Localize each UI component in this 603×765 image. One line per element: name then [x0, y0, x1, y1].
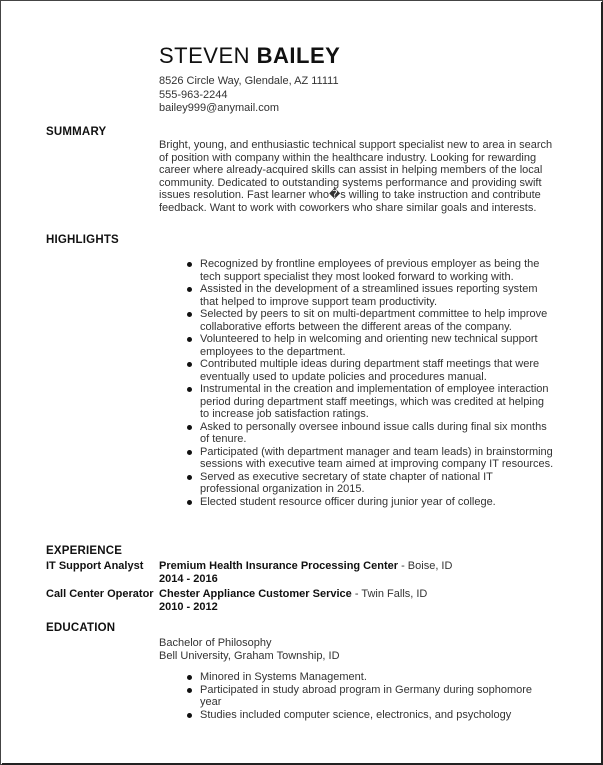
job-title: Call Center Operator [46, 588, 154, 600]
bullet-icon [187, 262, 192, 267]
bullet-icon [187, 312, 192, 317]
phone: 555-963-2244 [159, 88, 228, 101]
bullet-icon [187, 500, 192, 505]
company-name: Chester Appliance Customer Service [159, 588, 352, 600]
company-name: Premium Health Insurance Processing Center [159, 560, 399, 572]
bullet-icon [187, 688, 192, 693]
first-name: STEVEN [159, 43, 251, 68]
bullet-icon [187, 337, 192, 342]
bullet-icon [187, 387, 192, 392]
list-item: Contributed multiple ideas during department staff meetings that were eventually used to update policies and procedures manual. [186, 358, 554, 383]
list-item: Participated in study abroad program in Germany during sophomore year [186, 684, 556, 709]
company-location: - Twin Falls, ID [351, 588, 428, 600]
job-employer [159, 560, 452, 572]
bullet-icon [187, 425, 192, 430]
summary-heading: SUMMARY [46, 126, 107, 138]
list-item: Assisted in the development of a streamlined issues reporting system that helped to improve support team productivity. [186, 283, 554, 308]
degree: Bachelor of Philosophy [159, 637, 272, 649]
list-item: Recognized by frontline employees of previous employer as being the tech support specialist they most looked forward to working with. [186, 258, 554, 283]
job-dates: 2010 - 2012 [159, 601, 218, 613]
education-list [186, 671, 556, 721]
list-item: Elected student resource officer during junior year of college. [186, 496, 554, 509]
bullet-icon [187, 362, 192, 367]
list-item: Volunteered to help in welcoming and orienting new technical support employees to the department. [186, 333, 554, 358]
list-item: Asked to personally oversee inbound issue calls during final six months of tenure. [186, 421, 554, 446]
email: bailey999@anymail.com [159, 102, 280, 114]
bullet-icon [187, 675, 192, 680]
summary-text: Bright, young, and enthusiastic technical support specialist new to area in search of position with company within the healthcare industry. Looking for rewarding career where already-acquired skills can assist in helping members of the local community. Dedicated to outstanding systems performance and providing swift issues resolution. Fast learner who�s willing to take instruction and contribute feedback. Want to work with coworkers who share similar goals and interests. [159, 139, 553, 214]
bullet-icon [187, 475, 192, 480]
bullet-icon [187, 287, 192, 292]
address: 8526 Circle Way, Glendale, AZ 11111 [159, 75, 339, 87]
list-item: Selected by peers to sit on multi-department committee to help improve collaborative efforts between the different areas of the company. [186, 308, 554, 333]
job-employer [159, 588, 427, 600]
list-item: Studies included computer science, electronics, and psychology [186, 709, 556, 722]
list-item: Participated (with department manager and team leads) in brainstorming sessions with executive team aimed at improving company IT resources. [186, 446, 554, 471]
list-item: Served as executive secretary of state chapter of national IT professional organization in 2015. [186, 471, 554, 496]
job-title: IT Support Analyst [46, 560, 144, 572]
highlights-heading: HIGHLIGHTS [46, 234, 119, 246]
experience-heading: EXPERIENCE [46, 545, 123, 557]
job-dates: 2014 - 2016 [159, 573, 218, 585]
last-name: BAILEY [256, 43, 341, 68]
list-item: Minored in Systems Management. [186, 671, 556, 684]
school: Bell University, Graham Township, ID [159, 650, 340, 662]
education-heading: EDUCATION [46, 622, 116, 634]
candidate-name [159, 43, 340, 69]
contact-block [159, 75, 339, 116]
company-location: - Boise, ID [398, 560, 453, 572]
bullet-icon [187, 450, 192, 455]
highlights-list [186, 258, 554, 508]
list-item: Instrumental in the creation and implementation of employee interaction period during department staff meetings, which was credited at helping to increase job satisfaction ratings. [186, 383, 554, 421]
bullet-icon [187, 713, 192, 718]
